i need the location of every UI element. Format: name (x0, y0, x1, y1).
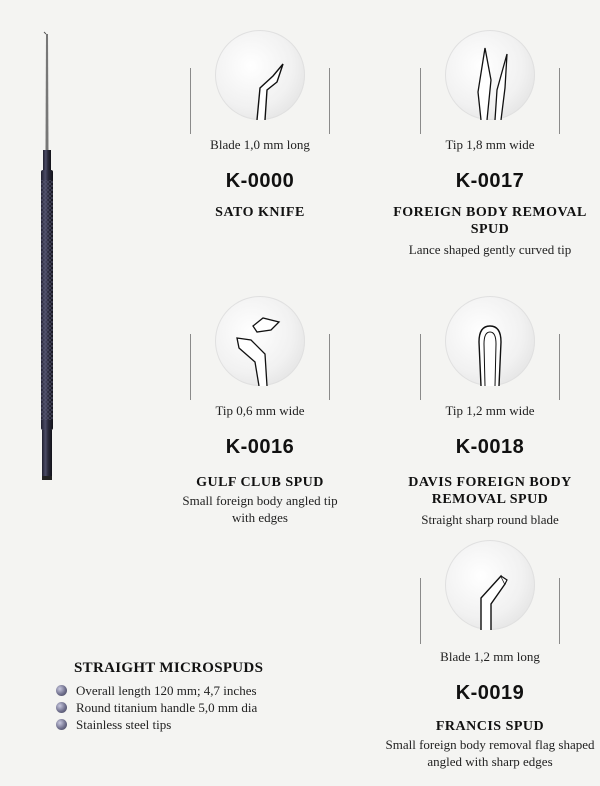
bullet-icon (56, 702, 67, 713)
product-card-k0017 (420, 30, 560, 230)
product-code: K-0018 (455, 436, 525, 458)
product-name: FOREIGN BODY REMOVAL SPUD (393, 205, 587, 237)
product-code: K-0017 (455, 170, 525, 192)
feature-item (56, 716, 257, 733)
microspud-instrument-icon (28, 30, 68, 490)
product-code: K-0019 (455, 682, 525, 704)
product-card-k0016 (190, 296, 330, 496)
product-code: K-0016 (225, 436, 295, 458)
product-spec: Tip 1,8 mm wide (445, 137, 535, 152)
feature-text: Overall length 120 mm; 4,7 inches (76, 683, 257, 698)
product-spec: Tip 1,2 mm wide (445, 403, 535, 418)
product-name: GULF CLUB SPUD (196, 475, 324, 490)
product-spec: Blade 1,2 mm long (440, 649, 540, 664)
bullet-icon (56, 685, 67, 696)
product-card-k0018 (420, 296, 560, 496)
product-name: FRANCIS SPUD (435, 719, 545, 734)
product-card-k0019 (420, 540, 560, 740)
product-description: Small foreign body removal flag shaped angled with sharp edges (385, 737, 595, 769)
product-code: K-0000 (225, 170, 295, 192)
francis-spud-tip-icon (445, 540, 535, 630)
feature-text: Round titanium handle 5,0 mm dia (76, 700, 258, 715)
feature-item (56, 699, 257, 716)
bullet-icon (56, 719, 67, 730)
gulf-club-spud-tip-icon (215, 296, 305, 386)
product-name: DAVIS FOREIGN BODY REMOVAL SPUD (408, 475, 572, 507)
product-card-k0000 (190, 30, 330, 230)
product-description: Lance shaped gently curved tip (408, 242, 572, 257)
product-description: Straight sharp round blade (421, 512, 559, 527)
foreign-body-spud-tip-icon (445, 30, 535, 120)
features-title: STRAIGHT MICROSPUDS (74, 660, 264, 676)
product-spec: Tip 0,6 mm wide (215, 403, 305, 418)
feature-text: Stainless steel tips (76, 717, 172, 732)
davis-spud-tip-icon (445, 296, 535, 386)
sato-knife-tip-icon (215, 30, 305, 120)
product-name: SATO KNIFE (215, 205, 305, 220)
features-list (56, 682, 257, 733)
feature-item (56, 682, 257, 699)
product-description: Small foreign body angled tip with edges (182, 493, 338, 525)
product-spec: Blade 1,0 mm long (210, 137, 310, 152)
